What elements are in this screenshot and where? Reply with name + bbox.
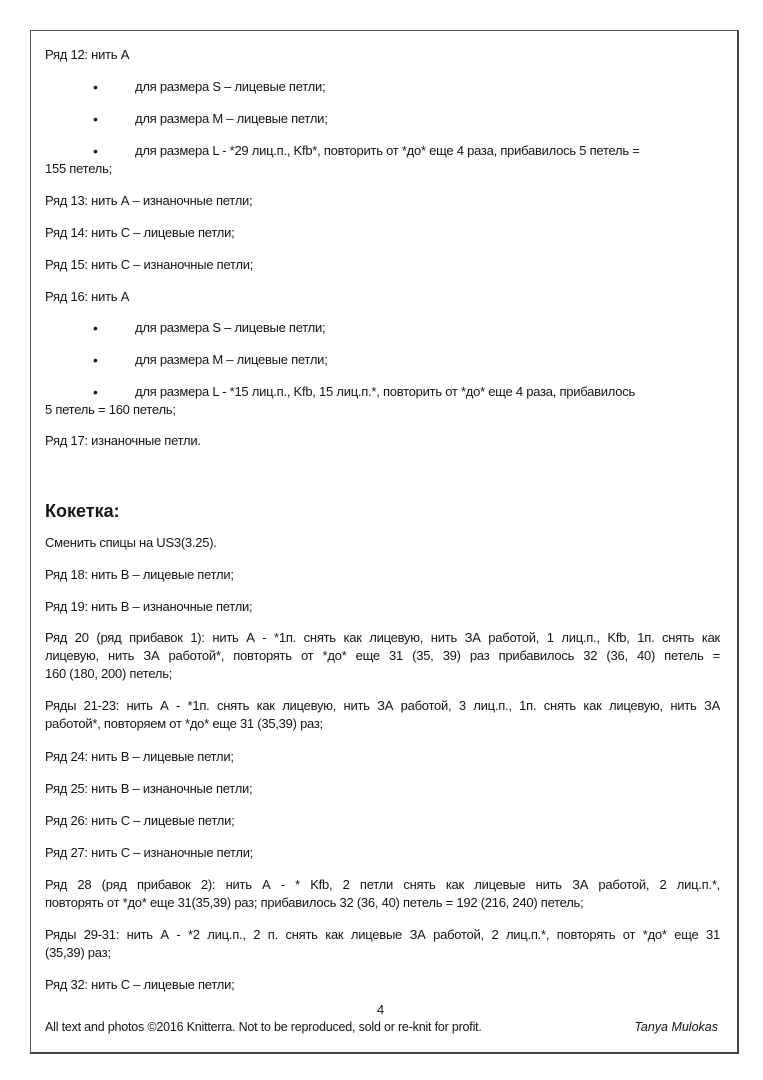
bullet-icon: • [93, 143, 98, 159]
rows-29-31-line-1: Ряды 29-31: нить А - *2 лиц.п., 2 п. снять как лицевые ЗА работой, 2 лиц.п.*, повторять от *до* еще 31 [45, 927, 720, 942]
row-26: Ряд 26: нить С – лицевые петли; [45, 813, 235, 828]
rows-21-23-line-1: Ряды 21-23: нить А - *1п. снять как лицевую, нить ЗА работой, 3 лиц.п., 1п. снять как лицевую, нить ЗА [45, 698, 720, 713]
row-18: Ряд 18: нить В – лицевые петли; [45, 567, 234, 582]
row-14: Ряд 14: нить С – лицевые петли; [45, 225, 235, 240]
section-heading: Кокетка: [45, 501, 120, 521]
bullet-icon: • [93, 111, 98, 127]
row-16: Ряд 16: нить А [45, 289, 130, 304]
bullet-icon: • [93, 352, 98, 368]
author-name: Tanya Mulokas [634, 1020, 718, 1034]
row-12: Ряд 12: нить А [45, 47, 130, 62]
bullet-icon: • [93, 320, 98, 336]
row-20-line-3: 160 (180, 200) петель; [45, 666, 173, 681]
row-16-size-m: для размера M – лицевые петли; [135, 352, 328, 367]
row-19: Ряд 19: нить В – изнаночные петли; [45, 599, 253, 614]
row-16-size-l: для размера L - *15 лиц.п., Kfb, 15 лиц.п.*, повторить от *до* еще 4 раза, прибавилось [135, 384, 636, 399]
row-16-size-s: для размера S – лицевые петли; [135, 320, 326, 335]
rows-29-31-line-2: (35,39) раз; [45, 945, 111, 960]
row-12-size-m: для размера M – лицевые петли; [135, 111, 328, 126]
row-24: Ряд 24: нить В – лицевые петли; [45, 749, 234, 764]
row-27: Ряд 27: нить С – изнаночные петли; [45, 845, 254, 860]
copyright-notice: All text and photos ©2016 Knitterra. Not to be reproduced, sold or re-knit for profit. [45, 1020, 482, 1034]
row-28-line-1: Ряд 28 (ряд прибавок 2): нить А - * Kfb, 2 петли снять как лицевые нить ЗА работой, 2 лиц.п.*, [45, 877, 720, 892]
needles-note: Сменить спицы на US3(3.25). [45, 535, 217, 550]
page-number: 4 [377, 1002, 385, 1017]
row-15: Ряд 15: нить С – изнаночные петли; [45, 257, 254, 272]
row-12-size-l-cont: 155 петель; [45, 161, 112, 176]
bullet-icon: • [93, 79, 98, 95]
row-17: Ряд 17: изнаночные петли. [45, 433, 201, 448]
row-28-line-2: повторять от *до* еще 31(35,39) раз; прибавилось 32 (36, 40) петель = 192 (216, 240) петель; [45, 895, 584, 910]
row-25: Ряд 25: нить В – изнаночные петли; [45, 781, 253, 796]
row-12-size-s: для размера S – лицевые петли; [135, 79, 326, 94]
row-12-size-l: для размера L - *29 лиц.п., Kfb*, повторить от *до* еще 4 раза, прибавилось 5 петель = [135, 143, 640, 158]
bullet-icon: • [93, 384, 98, 400]
row-13: Ряд 13: нить А – изнаночные петли; [45, 193, 253, 208]
row-20-line-2: лицевую, нить ЗА работой*, повторять от *до* еще 31 (35, 39) раз прибавилось 32 (36, 40) петель = [45, 648, 720, 663]
row-16-size-l-cont: 5 петель = 160 петель; [45, 402, 176, 417]
row-32: Ряд 32: нить С – лицевые петли; [45, 977, 235, 992]
row-20-line-1: Ряд 20 (ряд прибавок 1): нить А - *1п. снять как лицевую, нить ЗА работой, 1 лиц.п., Kfb, 1п. снять как [45, 630, 720, 645]
rows-21-23-line-2: работой*, повторяем от *до* еще 31 (35,39) раз; [45, 716, 323, 731]
